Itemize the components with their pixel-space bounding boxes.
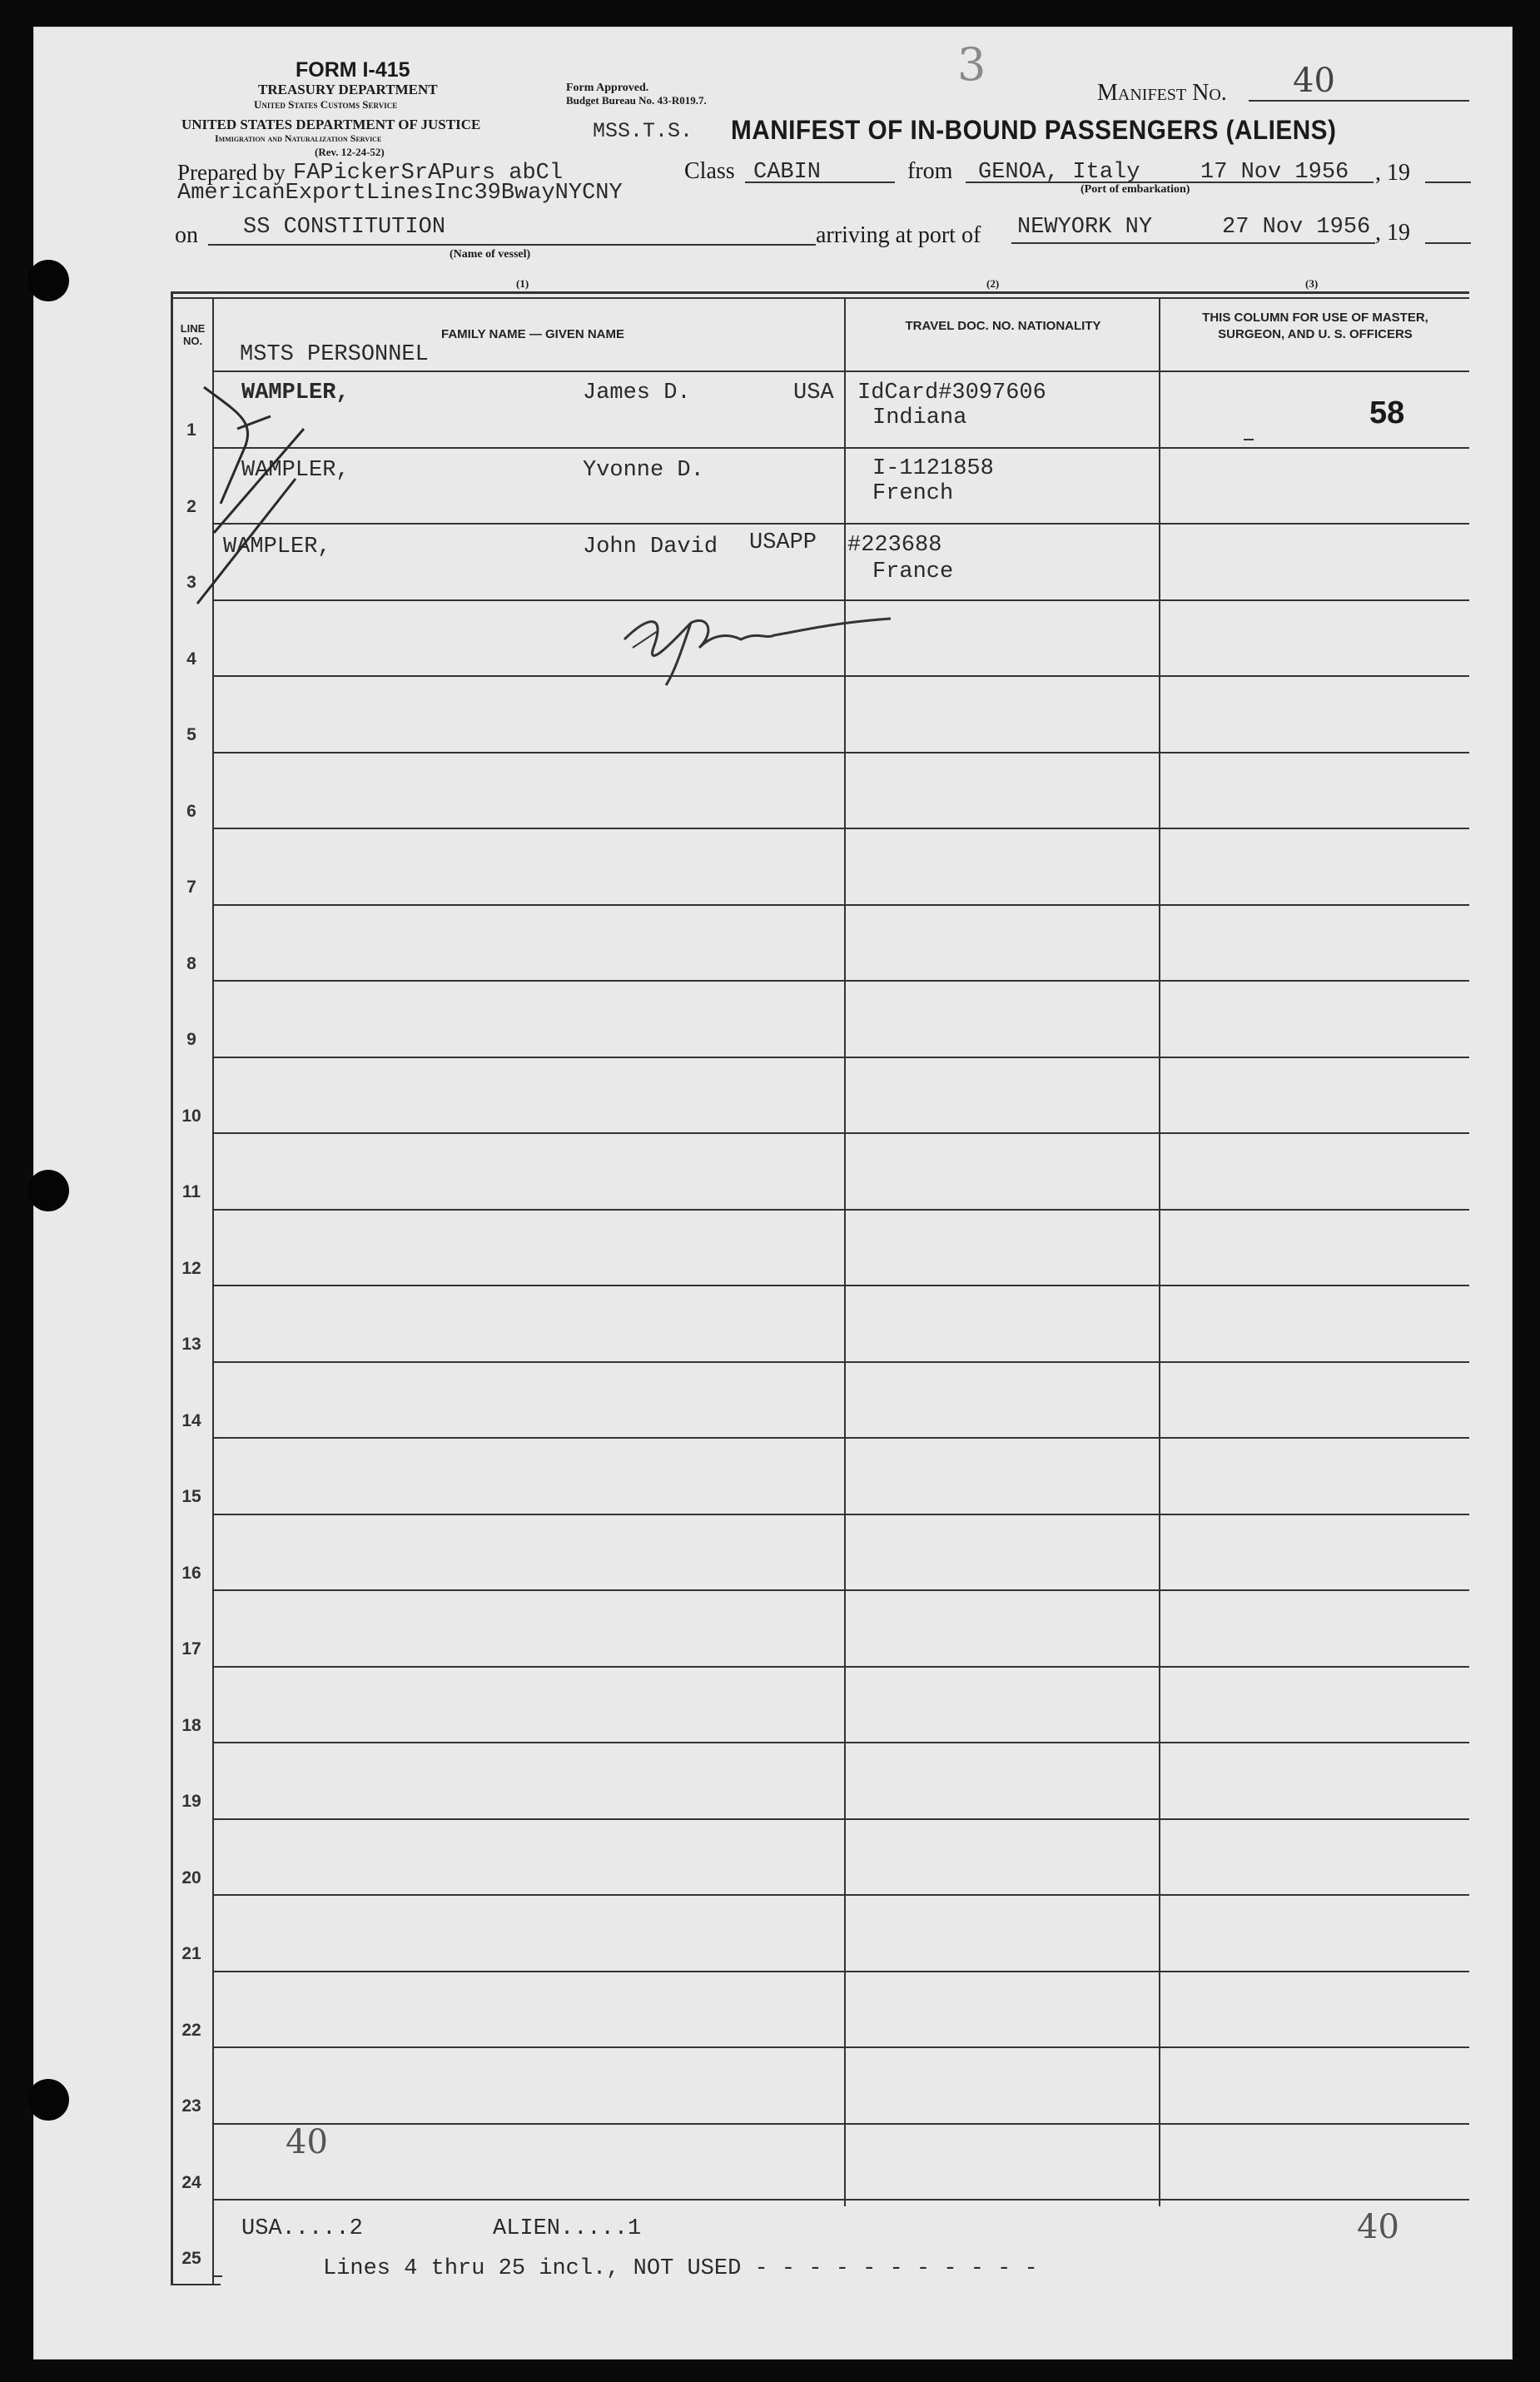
line-no-tick — [212, 675, 222, 677]
table-top-border-1 — [171, 291, 1469, 294]
doc-column-header: TRAVEL DOC. NO. NATIONALITY — [905, 319, 1101, 333]
row-rule — [221, 2199, 1469, 2200]
year-suffix-1: , 19 — [1375, 160, 1410, 186]
line-number: 22 — [181, 2021, 201, 2040]
manifest-title: MANIFEST OF IN-BOUND PASSENGERS (ALIENS) — [731, 115, 1337, 145]
check-marks — [187, 379, 320, 620]
row-rule — [221, 1971, 1469, 1972]
line-number: 15 — [181, 1487, 201, 1506]
table-left-border — [171, 291, 173, 2285]
prepared-by-line2: AmericanExportLinesInc39BwayNYCNY — [177, 181, 623, 206]
line-number: 13 — [181, 1335, 201, 1354]
line-number: 20 — [181, 1868, 201, 1887]
row-rule — [221, 1514, 1469, 1515]
handwritten-count-left: 40 — [286, 2123, 328, 2161]
usa-count: USA.....2 — [241, 2216, 363, 2241]
line-number: 10 — [181, 1106, 201, 1126]
line-no-tick — [212, 1437, 222, 1439]
prepared-by-line1: FAPickerSrAPurs abCl — [293, 161, 564, 186]
line-no-tick — [212, 1742, 222, 1743]
departure-date: 17 Nov 1956 — [1200, 160, 1349, 185]
name-column-header: FAMILY NAME — GIVEN NAME — [440, 327, 625, 341]
line-no-tick — [212, 1285, 222, 1286]
row-rule — [221, 1666, 1469, 1668]
table-bottom-border — [171, 2284, 221, 2285]
line-no-tick — [212, 828, 222, 829]
on-label: on — [175, 222, 198, 248]
line-no-tick — [212, 2275, 222, 2277]
line-number: 14 — [181, 1411, 201, 1430]
line-number: 18 — [181, 1716, 201, 1735]
line-number: 17 — [181, 1639, 201, 1658]
line-no-header: LINE NO. — [180, 322, 206, 347]
official-signature — [616, 598, 899, 689]
table-top-border-2 — [171, 297, 1469, 299]
line-number: 21 — [181, 1944, 201, 1963]
line-number: 6 — [186, 802, 196, 821]
line-no-tick — [212, 904, 222, 906]
manifest-no-underline — [1249, 100, 1469, 102]
line-no-tick — [212, 1894, 222, 1896]
manifest-page — [33, 27, 1513, 2360]
title-prefix: MSS.T.S. — [593, 119, 693, 143]
row-rule — [221, 1589, 1469, 1591]
vessel-underline — [208, 244, 816, 246]
passenger-2-doc: I-1121858 — [872, 456, 994, 481]
line-no-tick — [212, 2199, 222, 2200]
column-1-number: (1) — [516, 277, 529, 290]
passenger-1-doc: IdCard#3097606 — [857, 380, 1046, 405]
line-number: 23 — [181, 2096, 201, 2116]
vessel-name: SS CONSTITUTION — [243, 215, 446, 240]
year-suffix-2: , 19 — [1375, 220, 1410, 246]
port-of-embarkation: GENOA, Italy — [978, 160, 1140, 185]
row-rule — [221, 1361, 1469, 1363]
prepared-label: Prepared by — [177, 160, 286, 185]
row-rule — [221, 2046, 1469, 2048]
passenger-3-flag: USAPP — [749, 530, 817, 555]
line-number: 7 — [186, 878, 196, 897]
line-no-tick — [212, 1132, 222, 1134]
row-rule — [221, 904, 1469, 906]
class-underline — [745, 182, 895, 183]
passenger-1-family: WAMPLER, — [241, 380, 350, 405]
line-no-tick — [212, 1361, 222, 1363]
line-no-tick — [212, 1057, 222, 1058]
column-2-number: (2) — [986, 277, 1000, 290]
punch-hole-middle — [27, 1170, 69, 1211]
row-rule — [212, 370, 1469, 372]
officer-column-header: THIS COLUMN FOR USE OF MASTER, SURGEON, AND U. S. OFFICERS — [1202, 311, 1428, 341]
column-3-number: (3) — [1305, 277, 1319, 290]
row-rule — [221, 1437, 1469, 1439]
line-number: 16 — [181, 1564, 201, 1583]
dept-treasury: TREASURY DEPARTMENT — [258, 82, 438, 97]
row-rule — [221, 1285, 1469, 1286]
passenger-1-nationality: Indiana — [872, 405, 967, 430]
line-number: 8 — [186, 954, 196, 973]
handwritten-count-right: 40 — [1357, 2208, 1399, 2246]
line-number: 9 — [186, 1030, 196, 1049]
passenger-3-family: WAMPLER, — [223, 535, 331, 559]
form-approved: Form Approved. — [566, 82, 649, 94]
row-rule — [221, 980, 1469, 982]
line-number: 24 — [181, 2173, 201, 2192]
dept-immigration: Immigration and Naturalization Service — [215, 132, 382, 144]
line-no-tick — [212, 752, 222, 753]
row-rule — [221, 1818, 1469, 1820]
alien-count: ALIEN.....1 — [493, 2216, 642, 2241]
passenger-1-officer-mark: 58 — [1369, 395, 1405, 430]
line-number: 12 — [181, 1259, 201, 1278]
dept-justice: UNITED STATES DEPARTMENT OF JUSTICE — [181, 117, 481, 132]
line-no-tick — [212, 1971, 222, 1972]
line-no-tick — [212, 1818, 222, 1820]
arrival-port: NEWYORK NY — [1017, 215, 1153, 240]
name-doc-divider — [844, 297, 846, 2206]
punch-hole-bottom — [27, 2079, 69, 2121]
port-caption: (Port of embarkation) — [1080, 183, 1190, 196]
group-label: MSTS PERSONNEL — [240, 342, 429, 367]
form-number: FORM I-415 — [296, 58, 410, 82]
line-number: 19 — [181, 1792, 201, 1811]
lines-not-used: Lines 4 thru 25 incl., NOT USED - - - - - - - - - - - — [323, 2256, 1038, 2281]
passenger-1-flag: USA — [793, 380, 834, 405]
passenger-1-given: James D. — [583, 380, 691, 405]
row-rule — [221, 828, 1469, 829]
line-number: 2 — [186, 497, 196, 516]
vessel-caption: (Name of vessel) — [450, 248, 531, 261]
line-number: 1 — [186, 420, 196, 440]
passenger-2-given: Yvonne D. — [583, 458, 704, 483]
revision: (Rev. 12-24-52) — [315, 146, 385, 158]
row-rule — [221, 523, 1469, 525]
manifest-no-label: Manifest No. — [1097, 80, 1227, 106]
class-label: Class — [684, 158, 735, 184]
line-number: 4 — [186, 649, 196, 669]
row-rule — [221, 752, 1469, 753]
passenger-3-doc: #223688 — [847, 533, 942, 558]
year-underline-2 — [1425, 242, 1471, 244]
manifest-no-value: 40 — [1293, 62, 1335, 100]
pencil-mark: 3 — [957, 38, 986, 91]
arrival-date: 27 Nov 1956 — [1222, 215, 1371, 240]
dept-customs: United States Customs Service — [254, 98, 398, 111]
arrival-underline — [1011, 242, 1375, 244]
passenger-2-family: WAMPLER, — [241, 458, 350, 483]
line-no-tick — [212, 1666, 222, 1668]
year-underline-1 — [1425, 182, 1471, 183]
passenger-3-given: John David — [583, 535, 718, 559]
line-no-tick — [212, 1514, 222, 1515]
line-no-tick — [212, 1209, 222, 1211]
line-number: 11 — [181, 1182, 201, 1201]
line-number: 3 — [186, 573, 196, 592]
row-rule — [221, 1742, 1469, 1743]
line-no-tick — [212, 1589, 222, 1591]
line-number: 25 — [181, 2249, 201, 2268]
row-rule — [221, 1132, 1469, 1134]
from-label: from — [907, 158, 953, 184]
row-rule — [221, 1209, 1469, 1211]
line-no-tick — [212, 2123, 222, 2125]
row-rule — [221, 447, 1469, 449]
line-no-tick — [212, 2046, 222, 2048]
arriving-label: arriving at port of — [816, 222, 981, 248]
row-rule — [221, 1894, 1469, 1896]
doc-officer-divider — [1159, 297, 1160, 2206]
line-number: 5 — [186, 725, 196, 744]
row-rule — [221, 1057, 1469, 1058]
row-rule — [221, 2123, 1469, 2125]
punch-hole-top — [27, 260, 69, 301]
passenger-3-nationality: France — [872, 559, 954, 584]
passenger-2-nationality: French — [872, 481, 954, 506]
class-value: CABIN — [753, 160, 822, 185]
budget-bureau: Budget Bureau No. 43-R019.7. — [566, 94, 707, 107]
line-no-tick — [212, 980, 222, 982]
officer-dash — [1244, 439, 1254, 440]
